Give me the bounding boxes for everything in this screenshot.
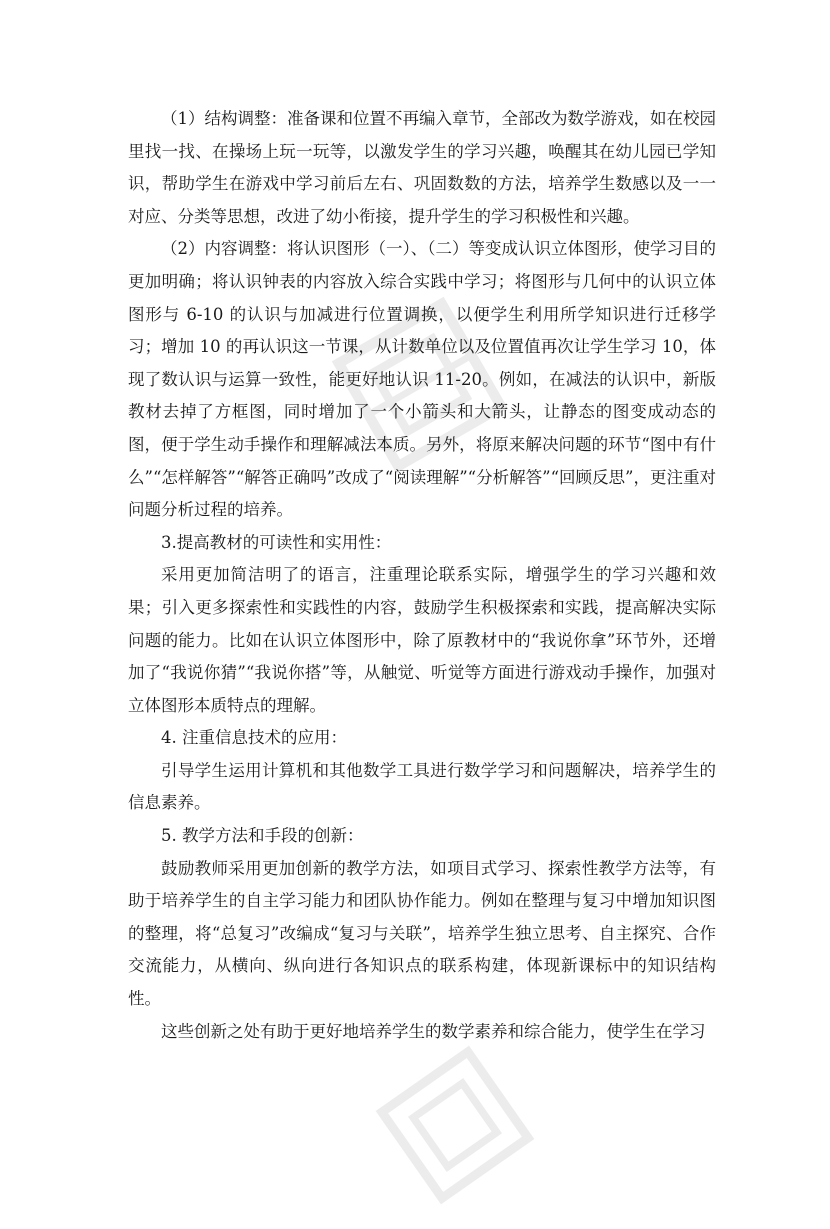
document-body — [128, 103, 716, 1048]
paragraph-content-adjustment: （2）内容调整：将认识图形（一）、（二）等变成认识立体图形，使学习目的更加明确；将认识钟表的内容放入综合实践中学习；将图形与几何中的认识立体图形与 6-10 的认识与加减进行位置调换，以便学生利用所学知识进行迁移学习；增加 10 的再认识这一节课，从计数单位以及位置值再次让学生学习 10，体现了数认识与运算一致性，能更好地认识 11-20。例如，在减法的认识中，新版教材去掉了方框图，同时增加了一个小箭头和大箭头，让静态的图变成动态的图，便于学生动手操作和理解减法本质。另外，将原来解决问题的环节“图中有什么”“怎样解答”“解答正确吗”改成了“阅读理解”“分析解答”“回顾反思”，更注重对问题分析过程的培养。 — [128, 239, 716, 520]
paragraph-teaching-methods: 鼓励教师采用更加创新的教学方法，如项目式学习、探索性教学方法等，有助于培养学生的自主学习能力和团队协作能力。例如在整理与复习中增加知识图的整理，将“总复习”改编成“复习与关联”，培养学生独立思考、自主探究、合作交流能力，从横向、纵向进行各知识点的联系构建，体现新课标中的知识结构性。 — [128, 858, 716, 1009]
section-heading-info-tech: 4. 注重信息技术的应用： — [161, 728, 347, 748]
paragraph-readability: 采用更加简洁明了的语言，注重理论联系实际，增强学生的学习兴趣和效果；引入更多探索性和实践性的内容，鼓励学生积极探索和实践，提高解决实际问题的能力。比如在认识立体图形中，除了原教材中的“我说你拿”环节外，还增加了“我说你猜”“我说你搭”等，从触觉、听觉等方面进行游戏动手操作，加强对立体图形本质特点的理解。 — [128, 565, 716, 715]
section-heading-teaching-methods: 5. 教学方法和手段的创新： — [161, 826, 364, 846]
paragraph-info-tech: 引导学生运用计算机和其他数学工具进行数学学习和问题解决，培养学生的信息素养。 — [128, 760, 716, 813]
section-heading-readability: 3.提高教材的可读性和实用性： — [161, 532, 392, 552]
watermark-logo-icon-bottom — [351, 1021, 560, 1229]
paragraph-structure-adjustment: （1）结构调整：准备课和位置不再编入章节，全部改为数学游戏，如在校园里找一找、在操场上玩一玩等，以激发学生的学习兴趣，唤醒其在幼儿园已学知识，帮助学生在游戏中学习前后左右、巩固数数的方法，培养学生数感以及一一对应、分类等思想，改进了幼小衔接，提升学生的学习积极性和兴趣。 — [128, 109, 716, 226]
paragraph-conclusion: 这些创新之处有助于更好地培养学生的数学素养和综合能力，使学生在学习 — [161, 1021, 706, 1041]
